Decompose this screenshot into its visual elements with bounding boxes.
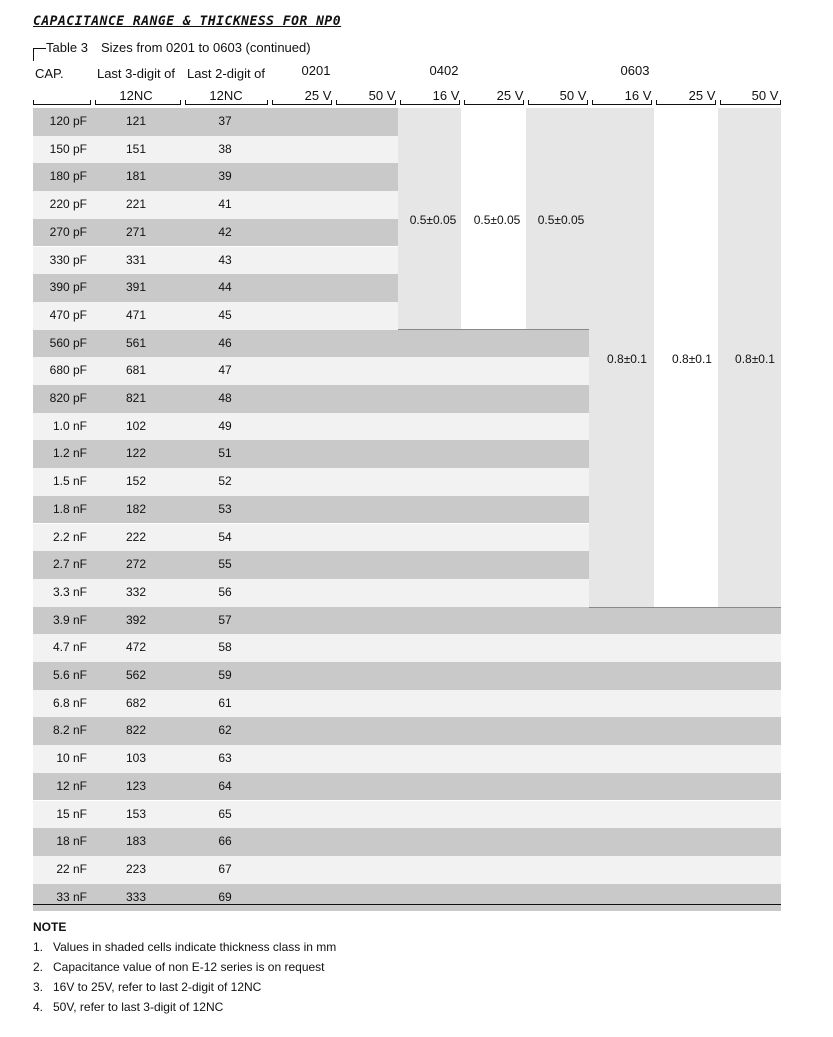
cell-nc2: 41 xyxy=(218,197,232,212)
table-row xyxy=(33,884,781,912)
header-rule-last2 xyxy=(185,104,268,105)
cell-nc2: 69 xyxy=(218,889,232,904)
cell-nc3: 392 xyxy=(125,612,147,627)
header-last2-line1: Last 2-digit of xyxy=(186,66,266,81)
cell-cap: 33 nF xyxy=(56,889,87,904)
thickness-value-0603-50v: 0.8±0.1 xyxy=(735,352,775,366)
header-rule-0603-25 xyxy=(656,104,716,105)
cell-nc3: 183 xyxy=(125,834,147,849)
cell-nc3: 332 xyxy=(125,584,147,599)
cell-cap: 1.2 nF xyxy=(52,446,87,461)
cell-nc3: 391 xyxy=(125,280,147,295)
cell-nc3: 103 xyxy=(125,751,147,766)
cell-nc2: 39 xyxy=(218,169,232,184)
cell-nc3: 221 xyxy=(125,197,147,212)
thickness-value-0603-16v: 0.8±0.1 xyxy=(607,352,647,366)
header-rule-0603-50 xyxy=(720,104,781,105)
thickness-value-0402-16v: 0.5±0.05 xyxy=(409,213,457,227)
cell-nc2: 66 xyxy=(218,834,232,849)
header-rule-cap xyxy=(33,104,91,105)
header-0603-50v: 50 V xyxy=(751,88,779,103)
cell-nc2: 37 xyxy=(218,114,232,128)
cell-cap: 12 nF xyxy=(56,778,87,793)
cell-nc2: 64 xyxy=(218,778,232,793)
header-size-0603: 0603 xyxy=(620,63,650,78)
cell-nc2: 42 xyxy=(218,224,232,239)
cell-cap: 8.2 nF xyxy=(52,723,87,738)
cell-nc2: 53 xyxy=(218,501,232,516)
cell-nc2: 59 xyxy=(218,668,232,682)
cell-nc3: 821 xyxy=(125,391,147,405)
note-item xyxy=(33,960,325,974)
note-number: 2. xyxy=(33,960,44,974)
header-rule-0201-50 xyxy=(336,104,396,105)
header-rule-0402-50 xyxy=(528,104,588,105)
cell-nc3: 333 xyxy=(125,889,147,904)
note-text: Capacitance value of non E-12 series is on request xyxy=(53,960,325,974)
cell-cap: 1.8 nF xyxy=(52,501,87,516)
cell-cap: 6.8 nF xyxy=(52,695,87,710)
cell-cap: 330 pF xyxy=(49,252,87,267)
table-row xyxy=(33,801,781,829)
cell-nc3: 223 xyxy=(125,861,147,876)
cell-cap: 680 pF xyxy=(49,363,87,378)
page-title: CAPACITANCE RANGE & THICKNESS FOR NP0 xyxy=(33,14,342,29)
cell-nc2: 57 xyxy=(218,612,232,627)
cell-nc3: 181 xyxy=(125,169,147,184)
cell-nc3: 121 xyxy=(125,114,147,128)
notes-heading: NOTE xyxy=(33,920,67,934)
note-number: 4. xyxy=(33,1000,44,1014)
note-text: 16V to 25V, refer to last 2-digit of 12NC xyxy=(53,980,262,994)
cell-cap: 470 pF xyxy=(49,307,87,322)
cell-nc3: 102 xyxy=(125,418,147,433)
cell-nc2: 44 xyxy=(218,280,232,295)
cell-nc3: 562 xyxy=(125,668,147,682)
table-row xyxy=(33,773,781,801)
cell-cap: 10 nF xyxy=(56,751,87,766)
table-row xyxy=(33,745,781,773)
table-number: Table 3 xyxy=(46,40,88,55)
note-text: 50V, refer to last 3-digit of 12NC xyxy=(53,1000,224,1014)
header-0603-16v: 16 V xyxy=(624,88,652,103)
note-number: 1. xyxy=(33,940,44,954)
cell-nc2: 55 xyxy=(218,557,232,572)
cell-nc2: 61 xyxy=(218,695,232,710)
cell-nc3: 222 xyxy=(125,529,147,544)
header-rule-0402-16 xyxy=(400,104,460,105)
cell-nc3: 822 xyxy=(125,723,147,738)
cell-cap: 3.9 nF xyxy=(52,612,87,627)
header-0201-25v: 25 V xyxy=(304,88,332,103)
cell-nc2: 54 xyxy=(218,529,232,544)
cell-nc3: 182 xyxy=(125,501,147,516)
cell-cap: 2.7 nF xyxy=(52,557,87,572)
cell-nc3: 151 xyxy=(125,141,147,156)
note-number: 3. xyxy=(33,980,44,994)
header-rule-last3 xyxy=(95,104,181,105)
table-row xyxy=(33,662,781,690)
cell-nc3: 152 xyxy=(125,474,147,489)
cell-nc2: 43 xyxy=(218,252,232,267)
cell-nc3: 681 xyxy=(125,363,147,378)
header-last2-line2: 12NC xyxy=(209,88,243,103)
cell-cap: 560 pF xyxy=(49,335,87,350)
cell-nc2: 58 xyxy=(218,640,232,655)
cell-nc3: 122 xyxy=(125,446,147,461)
cell-nc3: 123 xyxy=(125,778,147,793)
cell-nc2: 45 xyxy=(218,307,232,322)
cell-cap: 3.3 nF xyxy=(52,584,87,599)
header-size-0201: 0201 xyxy=(301,63,331,78)
cell-nc3: 471 xyxy=(125,307,147,322)
cell-nc2: 67 xyxy=(218,861,232,876)
note-item xyxy=(33,1000,223,1014)
cell-nc3: 561 xyxy=(125,335,147,350)
cell-nc2: 51 xyxy=(218,446,232,461)
cell-nc2: 46 xyxy=(218,335,232,350)
cell-nc3: 472 xyxy=(125,640,147,655)
cell-nc3: 331 xyxy=(125,252,147,267)
cell-nc3: 271 xyxy=(125,224,147,239)
cell-cap: 5.6 nF xyxy=(52,668,87,682)
cell-cap: 18 nF xyxy=(56,834,87,849)
table-row xyxy=(33,856,781,884)
cell-nc2: 62 xyxy=(218,723,232,738)
header-0402-16v: 16 V xyxy=(432,88,460,103)
cell-cap: 2.2 nF xyxy=(52,529,87,544)
table-row xyxy=(33,690,781,718)
cell-nc2: 49 xyxy=(218,418,232,433)
cell-cap: 120 pF xyxy=(49,114,87,128)
cell-nc2: 47 xyxy=(218,363,232,378)
thickness-value-0402-25v: 0.5±0.05 xyxy=(473,213,521,227)
cell-cap: 15 nF xyxy=(56,806,87,821)
cell-nc2: 56 xyxy=(218,584,232,599)
cell-nc2: 52 xyxy=(218,474,232,489)
header-0603-25v: 25 V xyxy=(688,88,716,103)
cell-nc2: 65 xyxy=(218,806,232,821)
cell-nc2: 48 xyxy=(218,391,232,405)
header-size-0402: 0402 xyxy=(429,63,459,78)
table-row xyxy=(33,717,781,745)
header-0402-25v: 25 V xyxy=(496,88,524,103)
cell-cap: 1.5 nF xyxy=(52,474,87,489)
header-0402-50v: 50 V xyxy=(559,88,587,103)
cell-cap: 220 pF xyxy=(49,197,87,212)
table-row xyxy=(33,607,781,635)
header-rule-0402-25 xyxy=(464,104,524,105)
table-row xyxy=(33,634,781,662)
thickness-value-0402-50v: 0.5±0.05 xyxy=(537,213,585,227)
note-item xyxy=(33,980,261,994)
caption-bracket xyxy=(33,48,46,61)
cell-nc3: 272 xyxy=(125,557,147,572)
header-last3-line1: Last 3-digit of xyxy=(96,66,176,81)
note-text: Values in shaded cells indicate thickness class in mm xyxy=(53,940,337,954)
cell-cap: 390 pF xyxy=(49,280,87,295)
cell-nc2: 38 xyxy=(218,141,232,156)
cell-cap: 1.0 nF xyxy=(52,418,87,433)
header-last3-line2: 12NC xyxy=(119,88,153,103)
thickness-value-0603-25v: 0.8±0.1 xyxy=(672,352,712,366)
cell-cap: 270 pF xyxy=(49,224,87,239)
table-bottom-rule xyxy=(33,904,781,905)
header-rule-0603-16 xyxy=(592,104,652,105)
cell-cap: 180 pF xyxy=(49,169,87,184)
header-cap: CAP. xyxy=(35,66,64,81)
table-description: Sizes from 0201 to 0603 (continued) xyxy=(101,40,311,55)
header-0201-50v: 50 V xyxy=(368,88,396,103)
cell-cap: 150 pF xyxy=(49,141,87,156)
cell-cap: 4.7 nF xyxy=(52,640,87,655)
note-item xyxy=(33,940,336,954)
header-rule-0201-25 xyxy=(272,104,332,105)
cell-cap: 22 nF xyxy=(56,861,87,876)
cell-nc2: 63 xyxy=(218,751,232,766)
cell-cap: 820 pF xyxy=(49,391,87,405)
table-row xyxy=(33,828,781,856)
cell-nc3: 153 xyxy=(125,806,147,821)
cell-nc3: 682 xyxy=(125,695,147,710)
